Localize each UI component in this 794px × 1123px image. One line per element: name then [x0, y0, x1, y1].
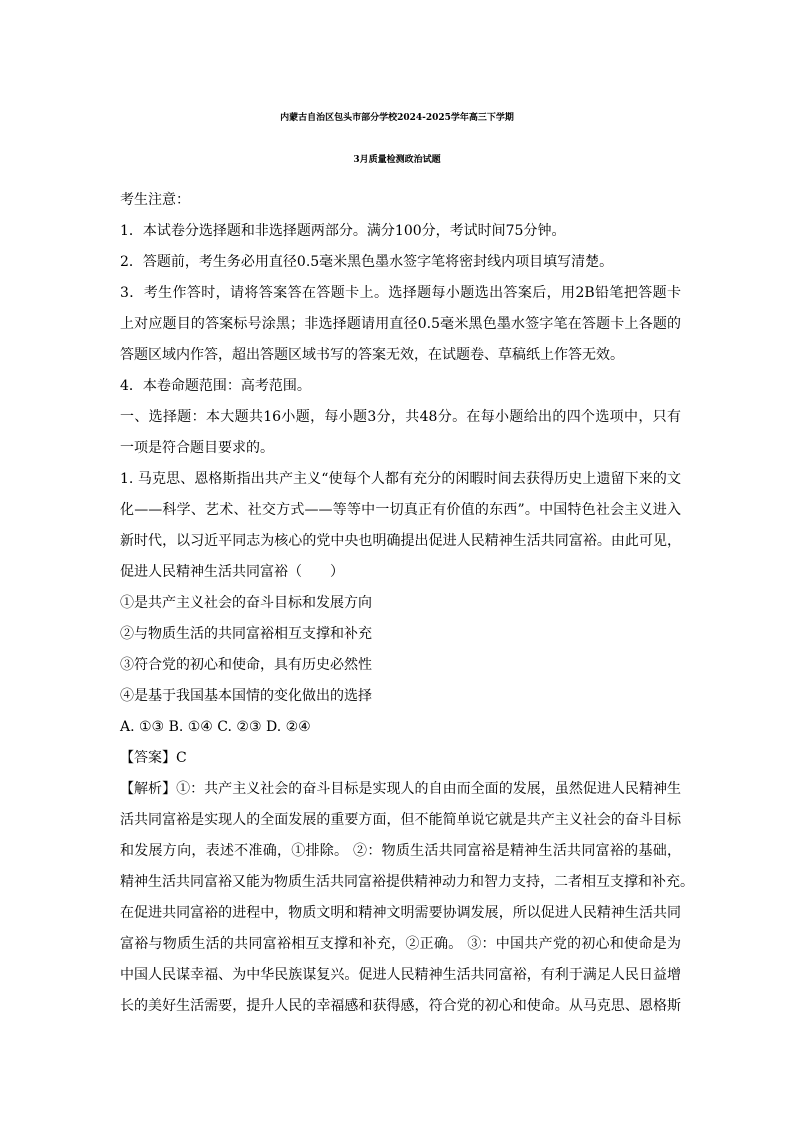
question-stem: 新时代，以习近平同志为核心的党中央也明确提出促进人民精神生活共同富裕。由此可见，	[120, 533, 681, 549]
question-stem: 1. 马克思、恩格斯指出共产主义“使每个人都有充分的闲暇时间去获得历史上遗留下来的文	[120, 471, 681, 487]
question-option: ③符合党的初心和使命，具有历史必然性	[120, 657, 372, 673]
analysis-line: 长的美好生活需要，提升人民的幸福感和获得感，符合党的初心和使命。从马克思、恩格斯	[120, 998, 681, 1014]
analysis-line: 富裕与物质生活的共同富裕相互支撑和补充，②正确。 ③：中国共产党的初心和使命是为	[120, 936, 681, 952]
analysis-line: 中国人民谋幸福、为中华民族谋复兴。促进人民精神生活共同富裕，有利于满足人民日益增	[120, 967, 681, 983]
answer-choices: A. ①③ B. ①④ C. ②③ D. ②④	[120, 719, 311, 735]
question-stem: 促进人民精神生活共同富裕（ ）	[120, 564, 344, 580]
notice-item: 答题区域内作答，超出答题区域书写的答案无效，在试题卷、草稿纸上作答无效。	[120, 347, 624, 363]
exam-title-line1: 内蒙古自治区包头市部分学校2024-2025学年高三下学期	[280, 113, 514, 123]
analysis-line: 【解析】①：共产主义社会的奋斗目标是实现人的自由而全面的发展，虽然促进人民精神生	[120, 781, 681, 797]
analysis-line: 和发展方向，表述不准确，①排除。 ②：物质生活共同富裕是精神生活共同富裕的基础，	[120, 843, 681, 859]
exam-title-line2: 3月质量检测政治试题	[353, 155, 441, 165]
analysis-line: 在促进共同富裕的进程中，物质文明和精神文明需要协调发展，所以促进人民精神生活共同	[120, 905, 681, 921]
section-heading: 一项是符合题目要求的。	[120, 440, 274, 456]
question-option: ④是基于我国基本国情的变化做出的选择	[120, 688, 372, 704]
notice-item: 1．本试卷分选择题和非选择题两部分。满分100分，考试时间75分钟。	[120, 223, 566, 239]
analysis-line: 活共同富裕是实现人的全面发展的重要方面，但不能简单说它就是共产主义社会的奋斗目标	[120, 812, 681, 828]
question-option: ①是共产主义社会的奋斗目标和发展方向	[120, 595, 372, 611]
question-option: ②与物质生活的共同富裕相互支撑和补充	[120, 626, 372, 642]
question-stem: 化——科学、艺术、社交方式——等等中一切真正有价值的东西”。中国特色社会主义进入	[120, 502, 681, 518]
notice-heading: 考生注意：	[120, 192, 190, 208]
notice-item: 3．考生作答时，请将答案答在答题卡上。选择题每小题选出答案后，用2B铅笔把答题卡	[120, 285, 681, 301]
section-heading: 一、选择题：本大题共16小题，每小题3分，共48分。在每小题给出的四个选项中，只有	[120, 409, 681, 425]
answer-label: 【答案】C	[120, 750, 187, 766]
notice-item: 2．答题前，考生务必用直径0.5毫米黑色墨水签字笔将密封线内项目填写清楚。	[120, 254, 614, 270]
notice-item: 4．本卷命题范围：高考范围。	[120, 378, 311, 394]
notice-item: 上对应题目的答案标号涂黑；非选择题请用直径0.5毫米黑色墨水签字笔在答题卡上各题的	[120, 316, 681, 332]
analysis-line: 精神生活共同富裕又能为物质生活共同富裕提供精神动力和智力支持，二者相互支撑和补充。	[120, 874, 694, 890]
